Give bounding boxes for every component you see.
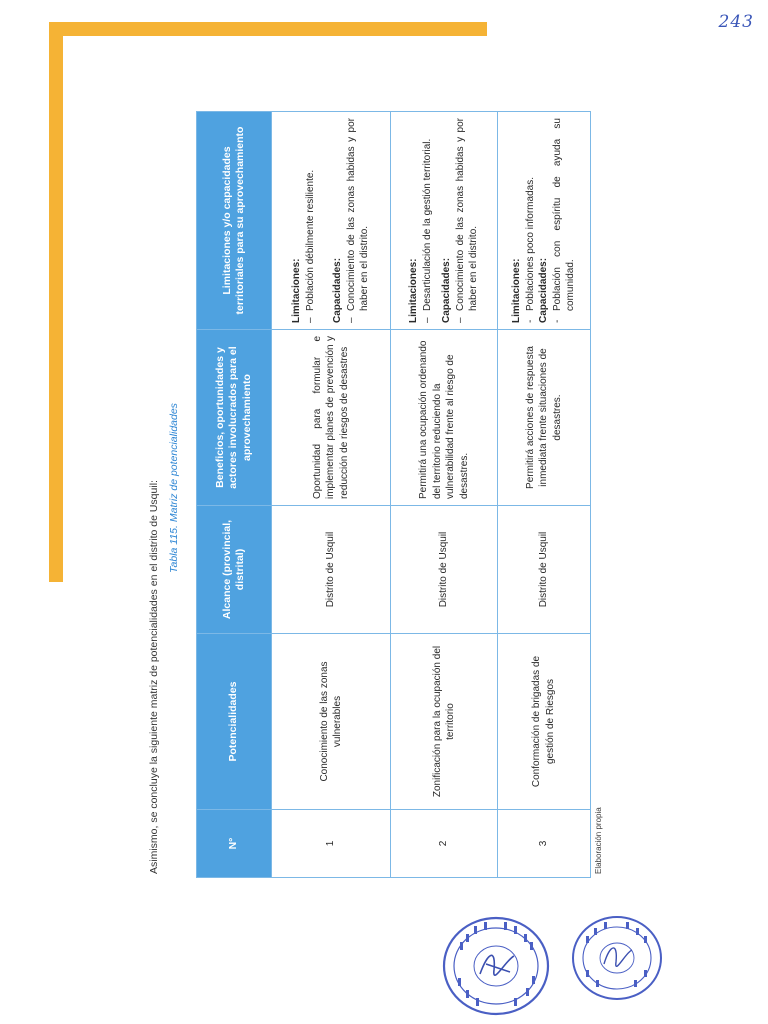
official-stamp-right <box>570 912 664 1004</box>
header-potencialidades: Potencialidades <box>197 634 272 810</box>
header-beneficios: Beneficios, oportunidades y actores involucrados para el aprovechamiento <box>197 330 272 506</box>
list-item <box>524 118 538 323</box>
cell-limitaciones <box>497 112 590 330</box>
cell-potencialidad: Conocimiento de las zonas vulnerables <box>272 634 391 810</box>
cell-beneficios: Oportunidad para formular e implementar planes de prevención y reducción de riesgos de desastres <box>272 330 391 506</box>
list-item <box>304 118 318 323</box>
table-row <box>391 112 497 878</box>
dash-bullet: – <box>304 317 316 323</box>
limitaciones-label: Limitaciones: <box>291 258 303 323</box>
capacidad-text: Conocimiento de las zonas habidas y por haber en el distrito. <box>454 118 480 311</box>
cell-potencialidad: Zonificación para la ocupación del territorio <box>391 634 497 810</box>
potentials-matrix-table <box>196 111 591 878</box>
cell-num: 3 <box>497 810 590 878</box>
header-limitaciones: Limitaciones y/o capacidades territoriales para su aprovechamiento <box>197 112 272 330</box>
decorative-bar-top <box>49 22 487 36</box>
table-header-row <box>197 112 272 878</box>
cell-beneficios: Permitirá acciones de respuesta inmediata frente situaciones de desastres. <box>497 330 590 506</box>
cell-limitaciones <box>391 112 497 330</box>
dash-bullet: - <box>551 319 563 323</box>
cell-limitaciones <box>272 112 391 330</box>
dash-bullet: – <box>345 317 357 323</box>
cell-alcance: Distrito de Usquil <box>272 506 391 634</box>
page-number: 243 <box>718 12 754 32</box>
header-num: N° <box>197 810 272 878</box>
capacidades-label: Capacidades: <box>538 257 550 323</box>
header-alcance: Alcance (provincial, distrital) <box>197 506 272 634</box>
list-item <box>345 118 372 323</box>
cell-num: 2 <box>391 810 497 878</box>
limitacion-text: Desarticulación de la gestión territorial. <box>421 138 433 311</box>
dash-bullet: – <box>454 317 466 323</box>
cell-beneficios: Permitirá una ocupación ordenando del territorio reduciendo la vulnerabilidad frente al riesgo de desastres. <box>391 330 497 506</box>
intro-text: Asimismo, se concluye la siguiente matriz de potencialidades en el distrito de Usquil: <box>148 480 160 874</box>
official-stamp-left <box>440 912 552 1020</box>
cell-potencialidad: Conformación de brigadas de gestión de Riesgos <box>497 634 590 810</box>
list-item <box>421 118 435 323</box>
limitaciones-label: Limitaciones: <box>511 258 523 323</box>
list-item <box>454 118 481 323</box>
limitacion-text: Población débilmente resiliente. <box>304 169 316 311</box>
limitacion-text: Poblaciones poco informadas. <box>524 177 536 311</box>
capacidades-label: Capacidades: <box>441 257 453 323</box>
rotated-content <box>148 98 622 878</box>
decorative-bar-left <box>49 22 63 582</box>
table-caption: Tabla 115. Matriz de potencialidades <box>168 403 180 573</box>
capacidad-text: Conocimiento de las zonas habidas y por haber en el distrito. <box>345 118 371 311</box>
dash-bullet: – <box>421 317 433 323</box>
table-row <box>497 112 590 878</box>
capacidades-label: Capacidades: <box>332 257 344 323</box>
table-source-note: Elaboración propia <box>594 807 603 874</box>
table-row <box>272 112 391 878</box>
dash-bullet: - <box>524 319 536 323</box>
capacidad-text: Población con espíritu de ayuda su comunidad. <box>551 118 577 311</box>
cell-alcance: Distrito de Usquil <box>497 506 590 634</box>
cell-alcance: Distrito de Usquil <box>391 506 497 634</box>
list-item <box>551 118 578 323</box>
limitaciones-label: Limitaciones: <box>408 258 420 323</box>
cell-num: 1 <box>272 810 391 878</box>
